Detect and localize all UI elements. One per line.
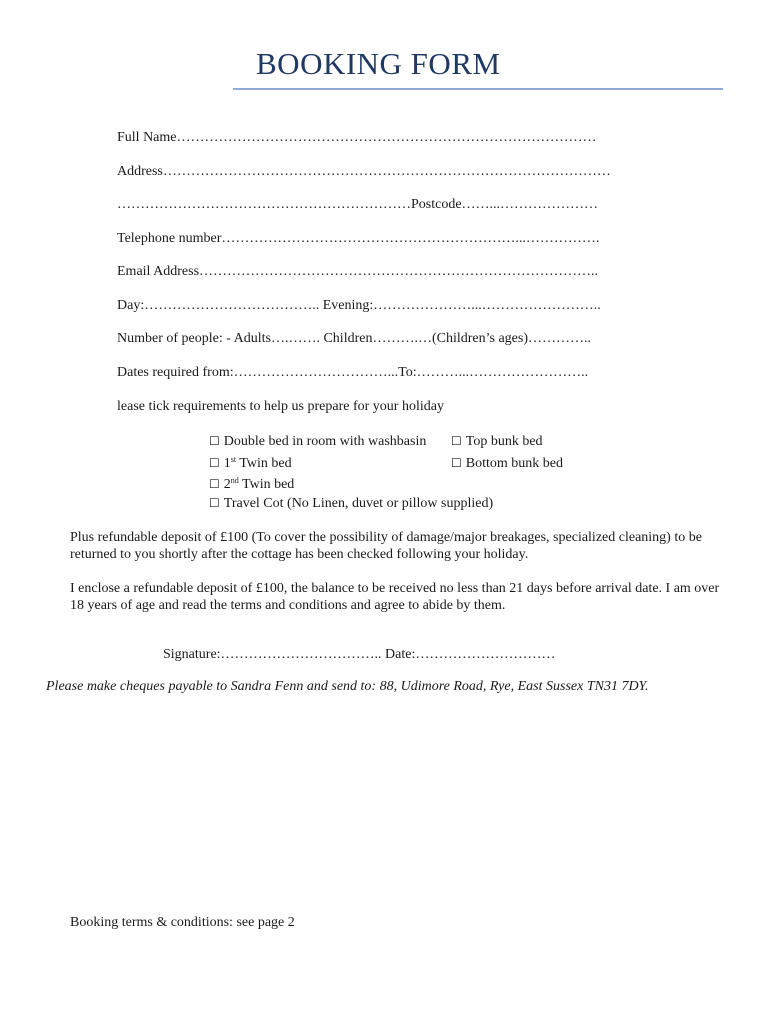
option-label: Twin bed [236, 456, 292, 471]
address-field[interactable]: Address…………………………………………………………………………………… [117, 164, 611, 179]
option-label: Double bed in room with washbasin [223, 434, 427, 449]
option-label: 2 [223, 477, 231, 492]
day-evening-field[interactable]: Day:……………………………….. Evening:…………………...…………………….. [117, 298, 601, 313]
option-label: Bottom bunk bed [465, 456, 563, 471]
option-second-twin-bed[interactable] [209, 477, 294, 493]
cheques-instruction: Please make cheques payable to Sandra Fenn and send to: 88, Udimore Road, Rye, East Sussex TN31 7DY. [46, 679, 649, 694]
signature-date-field[interactable]: Signature:…………………………….. Date:………………………… [163, 647, 556, 662]
option-label: Twin bed [238, 477, 295, 492]
option-top-bunk[interactable] [451, 434, 543, 450]
checkbox-icon[interactable]: ☐ [209, 456, 220, 470]
ordinal-suffix: st [230, 455, 237, 464]
number-of-people-field[interactable]: Number of people: - Adults….……. Children……….…(Children’s ages)………….. [117, 331, 591, 346]
option-label: Top bunk bed [465, 434, 543, 449]
full-name-field[interactable]: Full Name……………………………………………………………………………… [117, 130, 597, 145]
option-double-bed[interactable] [209, 434, 426, 450]
checkbox-icon[interactable]: ☐ [451, 434, 462, 448]
option-travel-cot[interactable] [209, 496, 493, 512]
enclose-paragraph: I enclose a refundable deposit of £100, the balance to be received no less than 21 days before arrival date. I am over 18 years of age and read the terms and conditions and agree to abide by them. [70, 581, 720, 613]
deposit-paragraph: Plus refundable deposit of £100 (To cover the possibility of damage/major breakages, specialized cleaning) to be returned to you shortly after the cottage has been checked following your holiday. [70, 530, 702, 562]
option-label: 1 [223, 456, 231, 471]
tick-requirements-label: lease tick requirements to help us prepare for your holiday [117, 399, 444, 414]
title-underline [233, 88, 723, 90]
option-first-twin-bed[interactable] [209, 456, 292, 472]
checkbox-icon[interactable]: ☐ [451, 456, 462, 470]
page-title: BOOKING FORM [256, 46, 501, 81]
email-field[interactable]: Email Address………………………………………………………………………….. [117, 264, 599, 279]
option-label: Travel Cot (No Linen, duvet or pillow supplied) [223, 496, 494, 511]
telephone-field[interactable]: Telephone number………………………………………………………...……………. [117, 231, 600, 246]
postcode-field[interactable]: ………………………………………………………Postcode……...………………… [117, 197, 599, 212]
option-bottom-bunk[interactable] [451, 456, 563, 472]
ordinal-suffix: nd [230, 476, 239, 485]
dates-required-field[interactable]: Dates required from:……………………………...To:………...…………………….. [117, 365, 589, 380]
checkbox-icon[interactable]: ☐ [209, 496, 220, 510]
footer-terms: Booking terms & conditions: see page 2 [70, 915, 295, 930]
checkbox-icon[interactable]: ☐ [209, 477, 220, 491]
checkbox-icon[interactable]: ☐ [209, 434, 220, 448]
